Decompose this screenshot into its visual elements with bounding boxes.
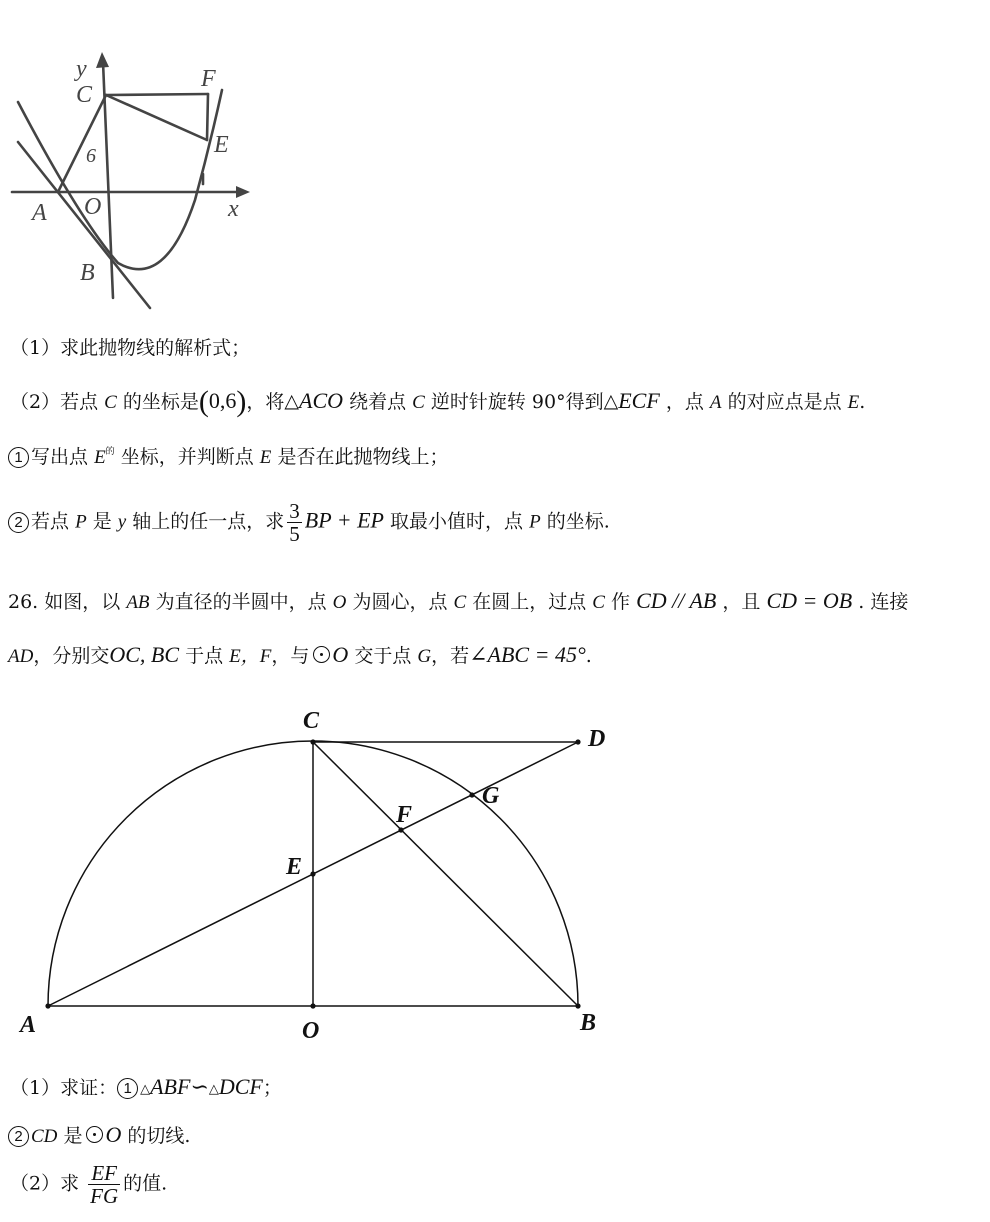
fraction-ef-fg: $\frac{EF}{FG}$ (90, 1161, 119, 1209)
label-six: 6 (86, 145, 96, 167)
q25-sub1: 1 写出点 $E^的$ 坐标，并判断点 E 是否在此抛物线上； (8, 446, 448, 470)
q26-part1: （1）求证： 1 △ABF∽△DCF； (10, 1074, 282, 1099)
parabola-figure (0, 50, 260, 315)
segment-ce (106, 95, 207, 140)
label-o: O (84, 194, 102, 220)
segment-fe (207, 94, 208, 140)
segment-ac (58, 95, 106, 192)
circle-dot-icon (86, 1126, 103, 1143)
q26-part2: （2）求 $\frac{EF}{FG}$ 的值. (10, 1161, 168, 1209)
q25-sub2: 2 若点 P 是 y 轴上的任一点，求 $\frac{3}{5}$ BP + EP 取最小值时，点 P 的坐标. (8, 500, 610, 545)
segment-cf (106, 94, 208, 95)
label-o2: O (302, 1018, 320, 1044)
label-x: x (228, 196, 239, 222)
q25-part2: （2）若点 C 的坐标是(0,6)，将△ACO 绕着点 C 逆时针旋转 90°得到△ECF ，点 A 的对应点是点 E. (10, 385, 866, 418)
q25-part1: （1）求此抛物线的解析式； (10, 337, 251, 359)
label-d: D (588, 726, 606, 752)
label-y: y (76, 56, 87, 82)
label-g: G (482, 783, 500, 809)
segment-cb (313, 742, 578, 1006)
q26-line1: 26. 如图，以 AB 为直径的半圆中，点 O 为圆心，点 C 在圆上，过点 C 作 CD // AB ，且 CD = OB . 连接 (8, 588, 909, 613)
label-e: E (214, 132, 229, 158)
label-a2: A (20, 1012, 37, 1038)
circle-dot-icon (313, 646, 330, 663)
label-a: A (32, 200, 47, 226)
label-b2: B (580, 1010, 597, 1036)
fraction-three-fifths: $\frac{3}{5}$ (289, 499, 300, 547)
label-c2: C (303, 708, 320, 734)
label-f: F (201, 66, 216, 92)
label-c: C (76, 82, 93, 108)
label-f2: F (396, 802, 413, 828)
q26-line2: AD，分别交OC, BC 于点 E，F，与 O 交于点 G，若∠ABC = 45°. (8, 642, 592, 667)
label-b: B (80, 260, 95, 286)
q26-sub2: 2 CD 是 O 的切线. (8, 1122, 190, 1149)
y-axis-arrow-icon (96, 52, 109, 68)
label-e2: E (286, 854, 303, 880)
semicircle-figure (0, 700, 640, 1050)
